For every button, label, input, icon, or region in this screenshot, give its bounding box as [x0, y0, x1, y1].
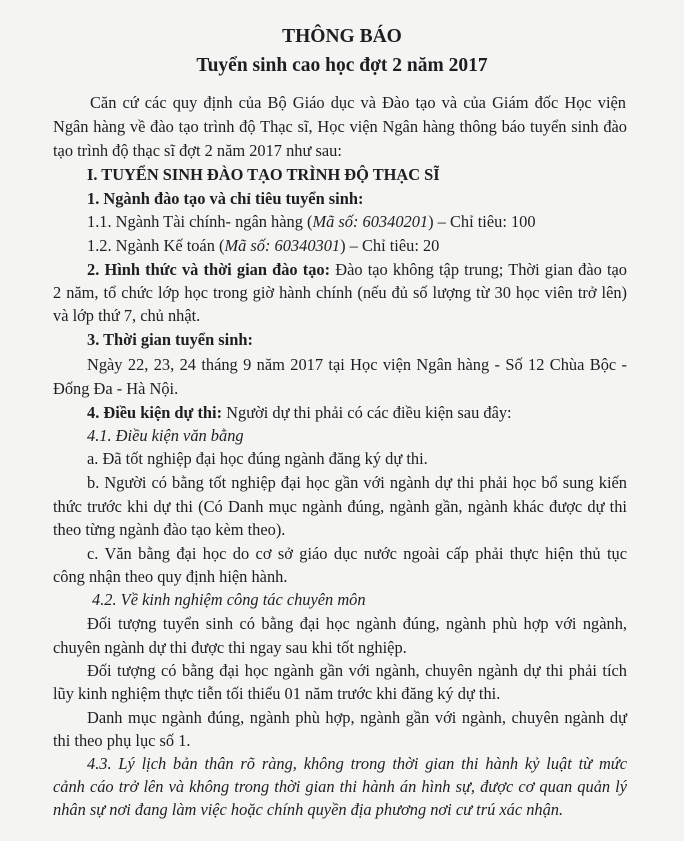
item-4-3-line-2: cảnh cáo trở lên và không trong thời gian thi hành án hình sự, được cơ quan quản lý — [53, 776, 627, 796]
item-1-1-prefix: 1.1. Ngành Tài chính- ngân hàng ( — [87, 212, 313, 232]
item-4-2-p2-line-1: Đối tượng có bằng đại học ngành gần với ngành, chuyên ngành dự thi phải tích — [87, 661, 627, 681]
item-1-2-prefix: 1.2. Ngành Kế toán ( — [87, 236, 225, 256]
item-4-2-title: 4.2. Về kinh nghiệm công tác chuyên môn — [92, 590, 366, 610]
item-4-2-p3-line-1: Danh mục ngành đúng, ngành phù hợp, ngành gần với ngành, chuyên ngành dự — [87, 707, 627, 727]
item-4-line — [87, 403, 512, 423]
item-1-1 — [87, 212, 536, 232]
item-1-2-code: Mã số: 60340301 — [224, 236, 341, 256]
item-4-c-line-2: công nhận theo quy định hiện hành. — [53, 567, 288, 586]
item-2-line-1-rest: Đào tạo không tập trung; Thời gian đào tạo — [330, 260, 628, 280]
item-2-line-1 — [87, 260, 627, 280]
item-4-b-line-2: thức trước khi dự thi (Có Danh mục ngành đúng, ngành gần, ngành khác được dự thi — [53, 496, 627, 516]
item-2-line-3: và lớp thứ 7, chủ nhật. — [53, 306, 201, 326]
item-4-a: a. Đã tốt nghiệp đại học đúng ngành đăng ký dự thi. — [87, 448, 428, 468]
item-4-2-p2-line-2: lũy kinh nghiệm thực tiễn tối thiểu 01 năm trước khi đăng ký dự thi. — [53, 684, 501, 704]
section-1-heading: I. TUYỂN SINH ĐÀO TẠO TRÌNH ĐỘ THẠC SĨ — [87, 165, 440, 184]
item-4-2-p3-line-2: thi theo phụ lục số 1. — [53, 730, 191, 750]
document-subtitle: Tuyển sinh cao học đợt 2 năm 2017 — [196, 55, 488, 76]
item-1-2-suffix: ) – Chỉ tiêu: 20 — [340, 236, 440, 256]
item-4-3-line-1: 4.3. Lý lịch bản thân rõ ràng, không trong thời gian thi hành kỷ luật từ mức — [87, 753, 627, 773]
item-4-b-line-3: theo từng ngành đào tạo kèm theo). — [53, 519, 286, 539]
item-4-1-title: 4.1. Điều kiện văn bằng — [87, 425, 244, 445]
intro-line-3: tạo trình độ thạc sĩ đợt 2 năm 2017 như sau: — [53, 141, 342, 160]
item-3-line-2: Đống Đa - Hà Nội. — [53, 378, 179, 398]
item-3-line-1: Ngày 22, 23, 24 tháng 9 năm 2017 tại Học viện Ngân hàng - Số 12 Chùa Bộc - — [87, 354, 627, 374]
item-1-heading: 1. Ngành đào tạo và chỉ tiêu tuyển sinh: — [87, 189, 364, 208]
item-1-1-suffix: ) – Chỉ tiêu: 100 — [428, 212, 536, 232]
item-2-heading: 2. Hình thức và thời gian đào tạo: — [87, 260, 331, 280]
item-4-c-line-1: c. Văn bằng đại học do cơ sở giáo dục nước ngoài cấp phải thực hiện thủ tục — [87, 543, 627, 563]
item-4-b-line-1: b. Người có bằng tốt nghiệp đại học gần với ngành dự thi phải học bổ sung kiến — [87, 472, 627, 492]
item-4-heading-rest: Người dự thi phải có các điều kiện sau đây: — [222, 402, 512, 422]
item-1-2 — [87, 236, 439, 256]
item-3-heading: 3. Thời gian tuyển sinh: — [87, 330, 253, 350]
item-4-heading: 4. Điều kiện dự thi: — [87, 402, 223, 422]
item-1-1-code: Mã số: 60340201 — [312, 212, 429, 232]
document-title: THÔNG BÁO — [282, 26, 402, 47]
item-2-line-2: 2 năm, tổ chức lớp học trong giờ hành chính (nếu đủ số lượng từ 30 học viên trở lên) — [53, 283, 627, 303]
item-4-3-line-3: nhân sự nơi đang làm việc hoặc chính quyền địa phương nơi cư trú xác nhận. — [53, 800, 564, 819]
item-4-2-p1-line-2: chuyên ngành dự thi được thi ngay sau khi tốt nghiệp. — [53, 638, 407, 658]
intro-line-2: Ngân hàng về đào tạo trình độ Thạc sĩ, Học viện Ngân hàng thông báo tuyển sinh đào — [53, 117, 627, 136]
intro-line-1: Căn cứ các quy định của Bộ Giáo dục và Đào tạo và của Giám đốc Học viện — [90, 93, 626, 112]
item-4-2-p1-line-1: Đối tượng tuyển sinh có bằng đại học ngành đúng, ngành phù hợp với ngành, — [87, 614, 627, 634]
